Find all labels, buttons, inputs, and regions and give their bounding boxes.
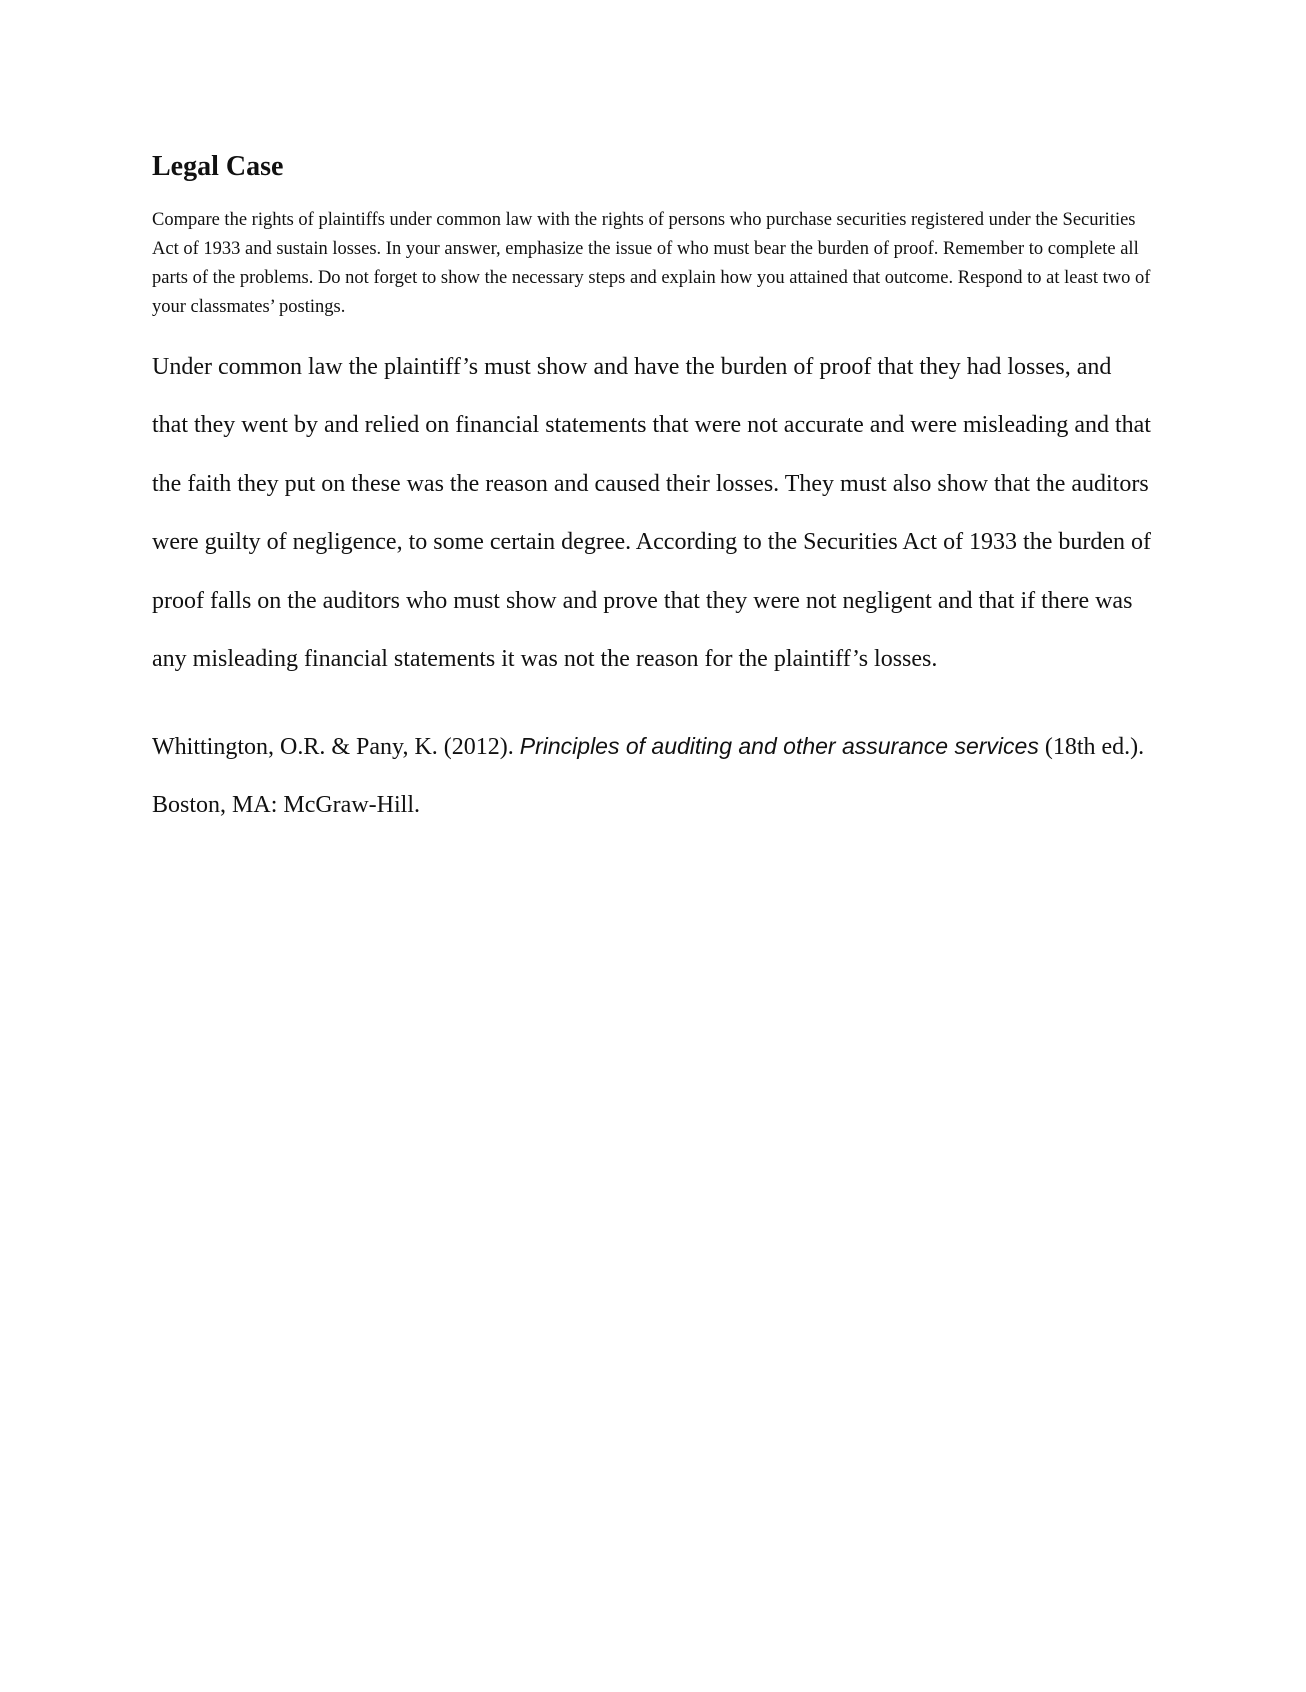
assignment-prompt: Compare the rights of plaintiffs under common law with the rights of persons who purchase securities registered under the Securities Act of 1933 and sustain losses. In your answer, emphasize the issue of who must bear the burden of proof. Remember to complete all parts of the problems. Do not forget to show the necessary steps and explain how you attained that outcome. Respond to at least two of your classmates’ postings.	[152, 209, 1151, 317]
document-body	[152, 150, 1152, 834]
reference-citation	[152, 717, 1152, 834]
document-title: Legal Case	[152, 151, 284, 182]
reference-authors-year: Whittington, O.R. & Pany, K. (2012).	[152, 733, 520, 760]
reference-edition-publisher: (18th ed.). Boston, MA: McGraw-Hill.	[152, 733, 1145, 818]
answer-paragraph: Under common law the plaintiff’s must show and have the burden of proof that they had losses, and that they went by and relied on financial statements that were not accurate and were misleading and that the faith they put on these was the reason and caused their losses. They must also show that the auditors were guilty of negligence, to some certain degree. According to the Securities Act of 1933 the burden of proof falls on the auditors who must show and prove that they were not negligent and that if there was any misleading financial statements it was not the reason for the plaintiff’s losses.	[152, 353, 1152, 673]
reference-book-title: Principles of auditing and other assurance services	[519, 732, 1039, 759]
